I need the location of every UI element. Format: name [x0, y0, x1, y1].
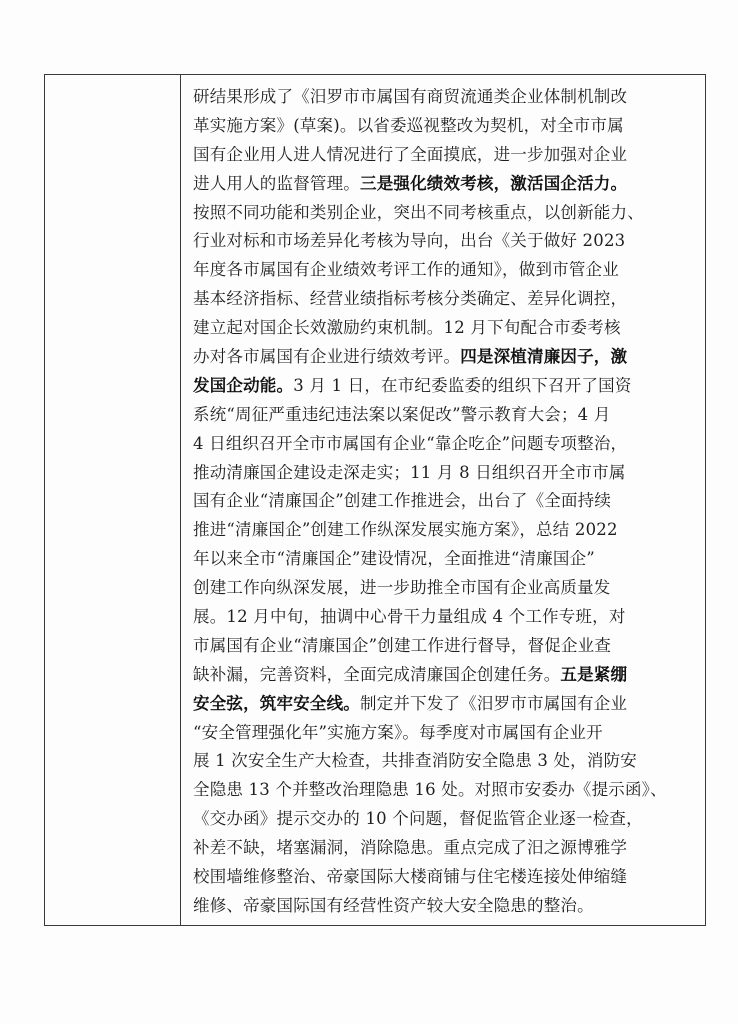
text-line [193, 372, 699, 401]
text-line [193, 170, 699, 199]
text-run: 年以来全市“清廉国企”建设情况，全面推进“清廉国企” [193, 549, 595, 569]
text-run: 制定并下发了《汨罗市市属国有企业 [360, 693, 628, 713]
bold-heading-run: 三是强化绩效考核，激活国企活力。 [360, 173, 628, 193]
text-line [193, 776, 699, 805]
text-run: 全隐患 13 个并整改治理隐患 16 处。对照市安委办《提示函》、 [193, 780, 667, 800]
text-line [193, 256, 699, 285]
text-line [193, 516, 699, 545]
text-run: 展。12 月中旬，抽调中心骨干力量组成 4 个工作专班，对 [193, 607, 626, 627]
text-run: 补差不缺，堵塞漏洞，消除隐患。重点完成了汨之源博雅学 [193, 838, 628, 858]
text-run: 基本经济指标、经营业绩指标考核分类确定、差异化调控， [193, 289, 628, 309]
text-line [193, 892, 699, 921]
bold-heading-run: 五是紧绷 [560, 664, 628, 684]
text-line [193, 199, 699, 228]
text-run: 3 月 1 日，在市纪委监委的组织下召开了国资 [293, 375, 632, 395]
text-line [193, 459, 699, 488]
text-line [193, 747, 699, 776]
text-line [193, 83, 699, 112]
text-run: 市属国有企业“清廉国企”创建工作进行督导，督促企业查 [193, 635, 612, 655]
text-line [193, 863, 699, 892]
text-run: 系统“周征严重违纪违法案以案促改”警示教育大会；4 月 [193, 404, 611, 424]
text-run: 《交办函》提示交办的 10 个问题，督促监管企业逐一检查， [193, 809, 643, 829]
text-run: “安全管理强化年”实施方案》。每季度对市属国有企业开 [193, 722, 603, 742]
text-run: 年度各市属国有企业绩效考评工作的通知》，做到市管企业 [193, 260, 619, 280]
text-run: 办对各市属国有企业进行绩效考评。 [193, 347, 461, 367]
bold-heading-run: 安全弦，筑牢安全线。 [193, 693, 360, 713]
text-line [193, 661, 699, 690]
text-run: 展 1 次安全生产大检查，共排查消防安全隐患 3 处，消防安 [193, 751, 637, 771]
text-run: 维修、帝豪国际国有经营性资产较大安全隐患的整治。 [193, 895, 594, 915]
text-run: 革实施方案》(草案)。以省委巡视整改为契机，对全市市属 [193, 115, 624, 135]
text-run: 推动清廉国企建设走深走实；11 月 8 日组织召开全市市属 [193, 462, 626, 482]
text-line [193, 574, 699, 603]
form-table [44, 74, 706, 926]
text-run: 4 日组织召开全市市属国有企业“靠企吃企”问题专项整治， [193, 433, 628, 453]
text-line [193, 314, 699, 343]
text-run: 创建工作向纵深发展，进一步助推全市国有企业高质量发 [193, 578, 611, 598]
text-line [193, 545, 699, 574]
text-run: 缺补漏，完善资料，全面完成清廉国企创建任务。 [193, 664, 561, 684]
text-run: 建立起对国企长效激励约束机制。12 月下旬配合市委考核 [193, 318, 621, 338]
text-run: 国有企业用人进人情况进行了全面摸底，进一步加强对企业 [193, 144, 628, 164]
text-line [193, 227, 699, 256]
text-line [193, 141, 699, 170]
text-run: 校围墙维修整治、帝豪国际大楼商铺与住宅楼连接处伸缩缝 [193, 867, 628, 887]
table-label-column [45, 75, 181, 925]
bold-heading-run: 发国企动能。 [193, 375, 294, 395]
text-run: 国有企业“清廉国企”创建工作推进会，出台了《全面持续 [193, 491, 612, 511]
text-run: 推进“清廉国企”创建工作纵深发展实施方案》，总结 2022 [193, 520, 618, 540]
bold-heading-run: 四是深植清廉因子，激 [460, 347, 628, 367]
text-run: 按照不同功能和类别企业，突出不同考核重点，以创新能力、 [193, 202, 644, 222]
text-line [193, 834, 699, 863]
table-content-cell [181, 75, 705, 925]
text-line [193, 343, 699, 372]
text-line [193, 603, 699, 632]
text-run: 研结果形成了《汨罗市市属国有商贸流通类企业体制机制改 [193, 87, 628, 106]
text-line [193, 285, 699, 314]
text-line [193, 632, 699, 661]
text-run: 进人用人的监督管理。 [193, 173, 360, 193]
text-line [193, 430, 699, 459]
text-line [193, 719, 699, 748]
text-line [193, 401, 699, 430]
text-run: 行业对标和市场差异化考核为导向，出台《关于做好 2023 [193, 231, 626, 251]
text-line [193, 805, 699, 834]
body-text [193, 83, 699, 921]
text-line [193, 487, 699, 516]
text-line [193, 690, 699, 719]
text-line [193, 112, 699, 141]
